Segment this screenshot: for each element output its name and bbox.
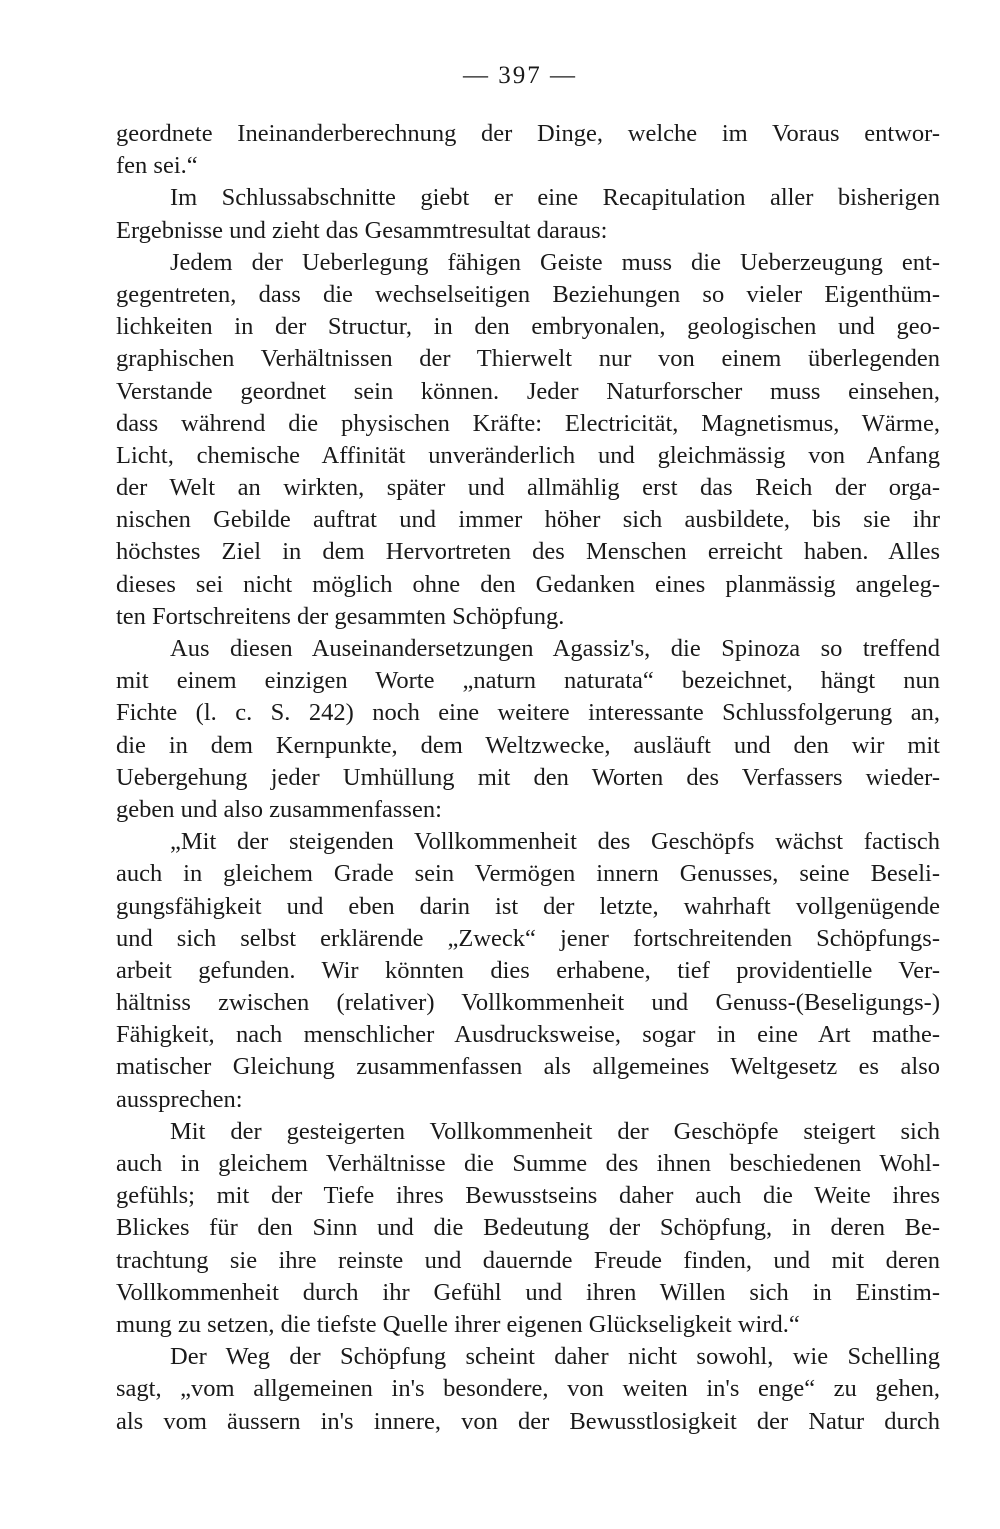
text-line: hältniss zwischen (relativer) Vollkommenheit und Genuss-(Beseligungs-) — [116, 989, 940, 1017]
text-line: der Welt an wirkten, später und allmählig erst das Reich der orga- — [116, 474, 940, 502]
text-line: dieses sei nicht möglich ohne den Gedanken eines planmässig angeleg- — [116, 570, 940, 598]
text-line: Im Schlussabschnitte giebt er eine Recapitulation aller bisherigen — [170, 184, 940, 212]
text-line: Verstande geordnet sein können. Jeder Naturforscher muss einsehen, — [116, 377, 940, 405]
text-line: Licht, chemische Affinität unveränderlich und gleichmässig von Anfang — [116, 441, 940, 469]
text-line: gefühls; mit der Tiefe ihres Bewusstseins daher auch die Weite ihres — [116, 1182, 940, 1210]
text-line: „Mit der steigenden Vollkommenheit des Geschöpfs wächst factisch — [170, 828, 940, 856]
text-line: Fähigkeit, nach menschlicher Ausdrucksweise, sogar in eine Art mathe- — [116, 1021, 940, 1049]
text-line: ten Fortschreitens der gesammten Schöpfung. — [116, 602, 565, 630]
text-line: gungsfähigkeit und eben darin ist der letzte, wahrhaft vollgenügende — [116, 892, 940, 920]
text-line: Der Weg der Schöpfung scheint daher nicht sowohl, wie Schelling — [170, 1343, 940, 1371]
text-line: sagt, „vom allgemeinen in's besondere, von weiten in's enge“ zu gehen, — [116, 1375, 940, 1403]
text-line: geben und also zusammenfassen: — [116, 795, 442, 823]
text-line: aussprechen: — [116, 1085, 243, 1113]
text-line: Ergebnisse und zieht das Gesammtresultat daraus: — [116, 216, 608, 244]
text-line: lichkeiten in der Structur, in den embryonalen, geologischen und geo- — [116, 313, 940, 341]
text-line: fen sei.“ — [116, 152, 198, 180]
text-line: höchstes Ziel in dem Hervortreten des Menschen erreicht haben. Alles — [116, 538, 940, 566]
text-line: gegentreten, dass die wechselseitigen Beziehungen so vieler Eigenthüm- — [116, 280, 940, 308]
text-line: Aus diesen Auseinandersetzungen Agassiz's, die Spinoza so treffend — [170, 635, 940, 662]
text-line: und sich selbst erklärende „Zweck“ jener fortschreitenden Schöpfungs- — [116, 924, 940, 952]
text-line: arbeit gefunden. Wir könnten dies erhabene, tief providentielle Ver- — [116, 956, 940, 984]
text-line: graphischen Verhältnissen der Thierwelt nur von einem überlegenden — [116, 345, 940, 373]
page-number: — 397 — — [463, 62, 577, 89]
text-line: mit einem einzigen Worte „naturn naturata“ bezeichnet, hängt nun — [116, 667, 940, 695]
text-line: Uebergehung jeder Umhüllung mit den Worten des Verfassers wieder- — [116, 763, 940, 791]
text-line: dass während die physischen Kräfte: Electricität, Magnetismus, Wärme, — [116, 409, 940, 437]
text-line: als vom äussern in's innere, von der Bewusstlosigkeit der Natur durch — [116, 1407, 940, 1435]
text-line: Fichte (l. c. S. 242) noch eine weitere interessante Schlussfolgerung an, — [116, 699, 940, 727]
text-line: Vollkommenheit durch ihr Gefühl und ihren Willen sich in Einstim- — [116, 1278, 940, 1306]
text-line: auch in gleichem Grade sein Vermögen innern Genusses, seine Beseli- — [116, 860, 940, 888]
text-line: auch in gleichem Verhältnisse die Summe des ihnen beschiedenen Wohl- — [116, 1150, 940, 1177]
text-line: geordnete Ineinanderberechnung der Dinge, welche im Voraus entwor- — [116, 120, 940, 147]
body-text — [116, 118, 940, 1438]
text-line: matischer Gleichung zusammenfassen als allgemeines Weltgesetz es also — [116, 1053, 940, 1081]
text-line: Jedem der Ueberlegung fähigen Geiste muss die Ueberzeugung ent- — [170, 248, 940, 276]
text-line: trachtung sie ihre reinste und dauernde Freude finden, und mit deren — [116, 1246, 940, 1274]
text-line: nischen Gebilde auftrat und immer höher sich ausbildete, bis sie ihr — [116, 506, 940, 534]
text-line: Mit der gesteigerten Vollkommenheit der Geschöpfe steigert sich — [170, 1117, 940, 1145]
text-line: mung zu setzen, die tiefste Quelle ihrer eigenen Glückseligkeit wird.“ — [116, 1310, 800, 1338]
text-line: die in dem Kernpunkte, dem Weltzwecke, ausläuft und den wir mit — [116, 731, 940, 759]
text-line: Blickes für den Sinn und die Bedeutung der Schöpfung, in deren Be- — [116, 1214, 940, 1242]
